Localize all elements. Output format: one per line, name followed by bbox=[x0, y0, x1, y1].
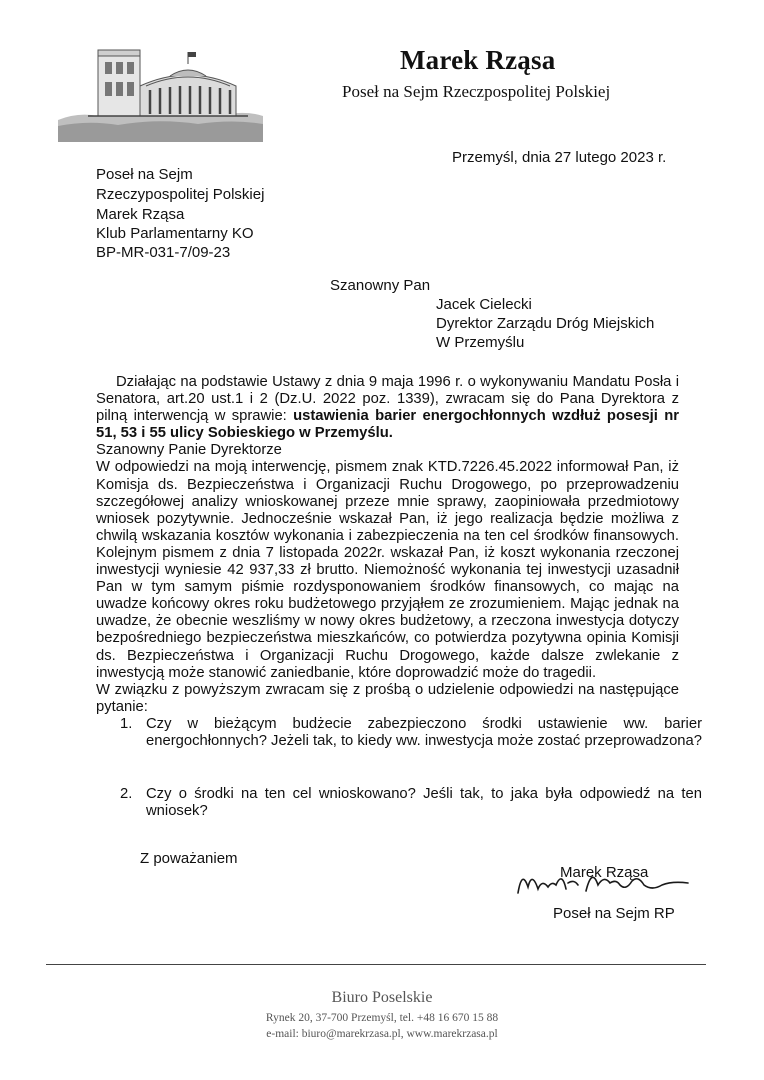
signatory-title: Poseł na Sejm RP bbox=[553, 905, 675, 922]
closing-phrase: Z poważaniem bbox=[140, 850, 238, 867]
footer-office: Biuro Poselskie bbox=[331, 989, 433, 1006]
question-item bbox=[120, 715, 702, 786]
intro-text: Działając na podstawie Ustawy z dnia 9 maja 1996 r. o wykonywaniu Mandatu Posła i Senatora, art.20 ust.1 i 2 (Dz.U. 2022 poz. 1339), zwracam się do Pana Dyrektora z pilną interwencją w sprawie: bbox=[96, 374, 679, 425]
reference-number: BP-MR-031-7/09-23 bbox=[96, 244, 231, 261]
recipient-greeting: Szanowny Pan bbox=[330, 277, 431, 294]
sender-line-4: Klub Parlamentarny KO bbox=[96, 225, 254, 242]
recipient-name: Jacek Cielecki bbox=[436, 296, 532, 313]
question-number: 1. bbox=[120, 715, 133, 732]
intro-paragraph bbox=[96, 374, 679, 442]
footer-contact: e-mail: biuro@marekrzasa.pl, www.marekrzasa.pl bbox=[266, 1028, 498, 1040]
date-line: Przemyśl, dnia 27 lutego 2023 r. bbox=[452, 149, 667, 166]
sender-line-1: Poseł na Sejm bbox=[96, 166, 193, 183]
letterhead-name: Marek Rząsa bbox=[400, 45, 556, 75]
sejm-building-logo bbox=[58, 42, 263, 142]
sender-line-3: Marek Rząsa bbox=[96, 206, 185, 223]
sender-line-2: Rzeczypospolitej Polskiej bbox=[96, 186, 265, 203]
recipient-title: Dyrektor Zarządu Dróg Miejskich bbox=[436, 315, 655, 332]
intro-subject: ustawienia barier energochłonnych wzdłuż posesji nr 51, 53 i 55 ulicy Sobieskiego w Przemyślu. bbox=[96, 408, 680, 442]
request-paragraph: W związku z powyższym zwracam się z prośbą o udzielenie odpowiedzi na następujące pytanie: bbox=[96, 681, 679, 715]
question-text: Czy w bieżącym budżecie zabezpieczono środki ustawienie ww. barier energochłonnych? Jeżeli tak, to kiedy ww. inwestycja może zostać przeprowadzona? bbox=[146, 715, 702, 749]
footer-divider bbox=[46, 964, 706, 965]
main-paragraph: W odpowiedzi na moją interwencję, pismem znak KTD.7226.45.2022 informował Pan, iż Komisja ds. Bezpieczeństwa i Organizacji Ruchu Drogowego, po przeprowadzeniu szczegółowej analizy wnioskowanej przeze mnie sprawy, zaopiniowała przedmiotowy wniosek pozytywnie. Jednocześnie wskazał Pan, iż jego realizacja będzie możliwa z chwilą wskazania kosztów wykonania i zabezpieczenia na ten cel środków finansowych. Kolejnym pismem z dnia 7 listopada 2022r. wskazał Pan, iż koszt wykonania rzeczonej inwestycji wyniesie 42 937,33 zł brutto. Niemożność wykonania tej inwestycji uzasadnił Pan w tym samym piśmie rozdysponowaniem środków finansowych, co mając na uwadze końcowy okres roku budżetowego przyjąłem ze zrozumieniem. Mając jednak na uwadze, że obecnie weszliśmy w nowy okres budżetowy, a rzeczona inwestycja dotyczy bezpośredniego bezpieczeństwa mieszkańców, co potwierdza pozytywna opinia Komisji ds. Bezpieczeństwa i Organizacji Ruchu Drogowego, każde dalsze zwlekanie z inwestycją może stanowić zaniedbanie, które doprowadzić może do tragedii. bbox=[96, 459, 679, 681]
question-number: 2. bbox=[120, 785, 133, 802]
letterhead-subtitle: Poseł na Sejm Rzeczpospolitej Polskiej bbox=[342, 82, 611, 101]
footer-address: Rynek 20, 37-700 Przemyśl, tel. +48 16 670 15 88 bbox=[265, 1012, 499, 1024]
letter-body bbox=[96, 374, 702, 826]
question-item bbox=[120, 785, 702, 826]
question-text: Czy o środki na ten cel wnioskowano? Jeśli tak, to jaka była odpowiedź na ten wniosek? bbox=[146, 785, 702, 819]
signatory-name: Marek Rząsa bbox=[560, 864, 649, 881]
inner-greeting: Szanowny Panie Dyrektorze bbox=[96, 442, 282, 459]
recipient-city: W Przemyślu bbox=[436, 334, 525, 351]
